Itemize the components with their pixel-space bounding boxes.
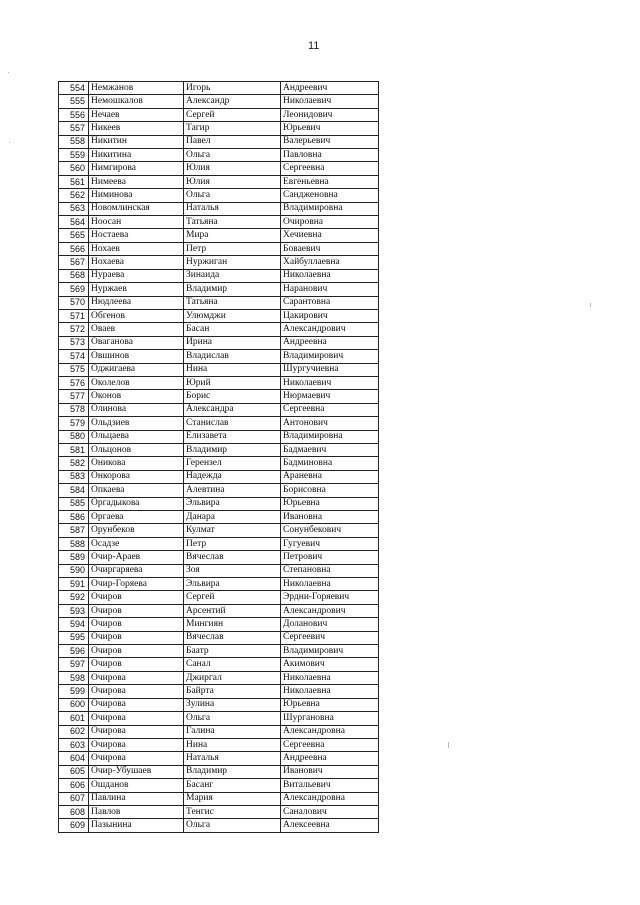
scan-speck — [8, 72, 9, 73]
first-name-cell: Нина — [184, 363, 281, 376]
row-number: 570 — [59, 296, 89, 309]
row-number: 584 — [59, 484, 89, 497]
first-name-cell: Галина — [184, 725, 281, 738]
table-row — [59, 189, 379, 202]
table-row — [59, 149, 379, 162]
row-number: 556 — [59, 108, 89, 121]
row-number: 576 — [59, 376, 89, 389]
surname-cell: Оконов — [89, 390, 184, 403]
table-row — [59, 524, 379, 537]
first-name-cell: Надежда — [184, 470, 281, 483]
table-row — [59, 175, 379, 188]
patronymic-cell: Шургучиевна — [281, 363, 379, 376]
surname-cell: Овшинов — [89, 350, 184, 363]
surname-cell: Нураева — [89, 269, 184, 282]
patronymic-cell: Араневна — [281, 470, 379, 483]
row-number: 587 — [59, 524, 89, 537]
first-name-cell: Ольга — [184, 712, 281, 725]
surname-cell: Олинова — [89, 403, 184, 416]
first-name-cell: Тагир — [184, 122, 281, 135]
table-row — [59, 229, 379, 242]
patronymic-cell: Сергеевич — [281, 631, 379, 644]
row-number: 580 — [59, 430, 89, 443]
surname-cell: Очиров — [89, 658, 184, 671]
first-name-cell: Тенгис — [184, 805, 281, 818]
first-name-cell: Станислав — [184, 417, 281, 430]
table-row — [59, 537, 379, 550]
surname-cell: Очирова — [89, 752, 184, 765]
name-list-body — [59, 82, 379, 833]
row-number: 588 — [59, 537, 89, 550]
page-number: 11 — [308, 40, 320, 52]
row-number: 573 — [59, 336, 89, 349]
surname-cell: Очирова — [89, 671, 184, 684]
surname-cell: Павлина — [89, 792, 184, 805]
first-name-cell: Герензел — [184, 457, 281, 470]
surname-cell: Очир-Убушаев — [89, 765, 184, 778]
row-number: 589 — [59, 551, 89, 564]
surname-cell: Осадзе — [89, 537, 184, 550]
first-name-cell: Улюмджи — [184, 309, 281, 322]
table-row — [59, 497, 379, 510]
row-number: 602 — [59, 725, 89, 738]
row-number: 595 — [59, 631, 89, 644]
surname-cell: Очирова — [89, 685, 184, 698]
table-row — [59, 309, 379, 322]
table-row — [59, 725, 379, 738]
patronymic-cell: Николаевна — [281, 685, 379, 698]
row-number: 557 — [59, 122, 89, 135]
patronymic-cell: Очировна — [281, 216, 379, 229]
patronymic-cell: Иванович — [281, 765, 379, 778]
table-row — [59, 122, 379, 135]
patronymic-cell: Юрьевич — [281, 122, 379, 135]
patronymic-cell: Валерьевич — [281, 135, 379, 148]
table-row — [59, 779, 379, 792]
patronymic-cell: Сергеевна — [281, 162, 379, 175]
surname-cell: Оргадыкова — [89, 497, 184, 510]
first-name-cell: Петр — [184, 242, 281, 255]
patronymic-cell: Эрдни-Горяевич — [281, 591, 379, 604]
table-row — [59, 376, 379, 389]
first-name-cell: Елизавета — [184, 430, 281, 443]
table-row — [59, 82, 379, 95]
surname-cell: Опкаева — [89, 484, 184, 497]
row-number: 578 — [59, 403, 89, 416]
first-name-cell: Басанг — [184, 779, 281, 792]
table-row — [59, 645, 379, 658]
first-name-cell: Кулмат — [184, 524, 281, 537]
first-name-cell: Юрий — [184, 376, 281, 389]
table-row — [59, 430, 379, 443]
surname-cell: Околелов — [89, 376, 184, 389]
table-row — [59, 698, 379, 711]
first-name-cell: Юлия — [184, 175, 281, 188]
patronymic-cell: Николаевна — [281, 671, 379, 684]
patronymic-cell: Павловна — [281, 149, 379, 162]
table-row — [59, 269, 379, 282]
first-name-cell: Петр — [184, 537, 281, 550]
patronymic-cell: Андреевна — [281, 336, 379, 349]
surname-cell: Немошкалов — [89, 95, 184, 108]
table-row — [59, 712, 379, 725]
first-name-cell: Вячеслав — [184, 631, 281, 644]
surname-cell: Новомлинская — [89, 202, 184, 215]
first-name-cell: Павел — [184, 135, 281, 148]
first-name-cell: Нуржиган — [184, 256, 281, 269]
row-number: 561 — [59, 175, 89, 188]
patronymic-cell: Сонунбекович — [281, 524, 379, 537]
table-row — [59, 350, 379, 363]
surname-cell: Очиров — [89, 645, 184, 658]
row-number: 555 — [59, 95, 89, 108]
patronymic-cell: Бадминовна — [281, 457, 379, 470]
row-number: 594 — [59, 618, 89, 631]
table-row — [59, 591, 379, 604]
surname-cell: Нимеева — [89, 175, 184, 188]
table-row — [59, 470, 379, 483]
row-number: 579 — [59, 417, 89, 430]
surname-cell: Никитин — [89, 135, 184, 148]
table-row — [59, 323, 379, 336]
surname-cell: Очиров — [89, 604, 184, 617]
surname-cell: Очиров — [89, 591, 184, 604]
surname-cell: Ольдзиев — [89, 417, 184, 430]
patronymic-cell: Цакирович — [281, 309, 379, 322]
row-number: 554 — [59, 82, 89, 95]
row-number: 609 — [59, 819, 89, 832]
table-row — [59, 296, 379, 309]
first-name-cell: Владимир — [184, 283, 281, 296]
row-number: 601 — [59, 712, 89, 725]
row-number: 564 — [59, 216, 89, 229]
table-row — [59, 819, 379, 832]
surname-cell: Оргаева — [89, 511, 184, 524]
first-name-cell: Александр — [184, 95, 281, 108]
first-name-cell: Наталья — [184, 752, 281, 765]
patronymic-cell: Владимирович — [281, 645, 379, 658]
row-number: 575 — [59, 363, 89, 376]
table-row — [59, 202, 379, 215]
name-list-table — [58, 81, 379, 833]
first-name-cell: Сергей — [184, 591, 281, 604]
table-row — [59, 403, 379, 416]
first-name-cell: Игорь — [184, 82, 281, 95]
patronymic-cell: Хечиевна — [281, 229, 379, 242]
patronymic-cell: Бадмаевич — [281, 443, 379, 456]
surname-cell: Нимгирова — [89, 162, 184, 175]
row-number: 571 — [59, 309, 89, 322]
row-number: 606 — [59, 779, 89, 792]
surname-cell: Никитина — [89, 149, 184, 162]
table-row — [59, 108, 379, 121]
row-number: 569 — [59, 283, 89, 296]
row-number: 608 — [59, 805, 89, 818]
first-name-cell: Владимир — [184, 443, 281, 456]
row-number: 558 — [59, 135, 89, 148]
first-name-cell: Владислав — [184, 350, 281, 363]
row-number: 562 — [59, 189, 89, 202]
surname-cell: Оваев — [89, 323, 184, 336]
table-row — [59, 484, 379, 497]
table-row — [59, 738, 379, 751]
patronymic-cell: Борисовна — [281, 484, 379, 497]
first-name-cell: Зинаида — [184, 269, 281, 282]
table-row — [59, 792, 379, 805]
patronymic-cell: Степановна — [281, 564, 379, 577]
surname-cell: Очирова — [89, 698, 184, 711]
patronymic-cell: Шургановна — [281, 712, 379, 725]
surname-cell: Оджигаева — [89, 363, 184, 376]
table-row — [59, 551, 379, 564]
table-row — [59, 443, 379, 456]
patronymic-cell: Хайбуллаевна — [281, 256, 379, 269]
patronymic-cell: Боваевич — [281, 242, 379, 255]
row-number: 581 — [59, 443, 89, 456]
table-row — [59, 363, 379, 376]
surname-cell: Нуржаев — [89, 283, 184, 296]
row-number: 605 — [59, 765, 89, 778]
table-row — [59, 805, 379, 818]
patronymic-cell: Алексеевна — [281, 819, 379, 832]
surname-cell: Обгенов — [89, 309, 184, 322]
row-number: 577 — [59, 390, 89, 403]
first-name-cell: Алевтина — [184, 484, 281, 497]
table-row — [59, 283, 379, 296]
first-name-cell: Ирина — [184, 336, 281, 349]
surname-cell: Очирова — [89, 712, 184, 725]
surname-cell: Оникова — [89, 457, 184, 470]
table-row — [59, 765, 379, 778]
first-name-cell: Юлия — [184, 162, 281, 175]
row-number: 591 — [59, 578, 89, 591]
table-row — [59, 256, 379, 269]
patronymic-cell: Юрьевна — [281, 698, 379, 711]
first-name-cell: Эльвира — [184, 578, 281, 591]
table-row — [59, 95, 379, 108]
first-name-cell: Арсентий — [184, 604, 281, 617]
table-row — [59, 671, 379, 684]
row-number: 593 — [59, 604, 89, 617]
patronymic-cell: Акимович — [281, 658, 379, 671]
table-row — [59, 511, 379, 524]
patronymic-cell: Нюрмаевич — [281, 390, 379, 403]
patronymic-cell: Николаевна — [281, 578, 379, 591]
surname-cell: Нюдлеева — [89, 296, 184, 309]
table-row — [59, 604, 379, 617]
patronymic-cell: Сергеевна — [281, 403, 379, 416]
patronymic-cell: Андреевич — [281, 82, 379, 95]
surname-cell: Очиров — [89, 618, 184, 631]
surname-cell: Очиргаряева — [89, 564, 184, 577]
row-number: 600 — [59, 698, 89, 711]
patronymic-cell: Сарантовна — [281, 296, 379, 309]
surname-cell: Ностаева — [89, 229, 184, 242]
patronymic-cell: Ивановна — [281, 511, 379, 524]
row-number: 603 — [59, 738, 89, 751]
first-name-cell: Мария — [184, 792, 281, 805]
surname-cell: Онкорова — [89, 470, 184, 483]
first-name-cell: Татьяна — [184, 296, 281, 309]
patronymic-cell: Петрович — [281, 551, 379, 564]
patronymic-cell: Леонидович — [281, 108, 379, 121]
table-row — [59, 216, 379, 229]
surname-cell: Очиров — [89, 631, 184, 644]
row-number: 607 — [59, 792, 89, 805]
row-number: 566 — [59, 242, 89, 255]
row-number: 574 — [59, 350, 89, 363]
scan-speck — [590, 303, 591, 307]
surname-cell: Нечаев — [89, 108, 184, 121]
row-number: 598 — [59, 671, 89, 684]
table-row — [59, 242, 379, 255]
surname-cell: Нохаев — [89, 242, 184, 255]
first-name-cell: Баатр — [184, 645, 281, 658]
first-name-cell: Татьяна — [184, 216, 281, 229]
patronymic-cell: Александрович — [281, 323, 379, 336]
surname-cell: Ольцонов — [89, 443, 184, 456]
table-row — [59, 564, 379, 577]
surname-cell: Ошданов — [89, 779, 184, 792]
first-name-cell: Данара — [184, 511, 281, 524]
first-name-cell: Эльвира — [184, 497, 281, 510]
first-name-cell: Джиргал — [184, 671, 281, 684]
row-number: 599 — [59, 685, 89, 698]
patronymic-cell: Владимировна — [281, 430, 379, 443]
patronymic-cell: Доланович — [281, 618, 379, 631]
row-number: 592 — [59, 591, 89, 604]
surname-cell: Ольцаева — [89, 430, 184, 443]
surname-cell: Очирова — [89, 725, 184, 738]
table-row — [59, 752, 379, 765]
first-name-cell: Мира — [184, 229, 281, 242]
row-number: 565 — [59, 229, 89, 242]
patronymic-cell: Наранович — [281, 283, 379, 296]
row-number: 590 — [59, 564, 89, 577]
patronymic-cell: Юрьевна — [281, 497, 379, 510]
patronymic-cell: Гугуевич — [281, 537, 379, 550]
table-row — [59, 417, 379, 430]
scan-speck — [448, 742, 449, 748]
patronymic-cell: Андреевна — [281, 752, 379, 765]
surname-cell: Ниминова — [89, 189, 184, 202]
surname-cell: Оваганова — [89, 336, 184, 349]
surname-cell: Очирова — [89, 738, 184, 751]
row-number: 586 — [59, 511, 89, 524]
surname-cell: Ноосан — [89, 216, 184, 229]
table-row — [59, 336, 379, 349]
patronymic-cell: Александровна — [281, 725, 379, 738]
patronymic-cell: Витальевич — [281, 779, 379, 792]
patronymic-cell: Сандженовна — [281, 189, 379, 202]
table-row — [59, 162, 379, 175]
table-row — [59, 135, 379, 148]
surname-cell: Павлов — [89, 805, 184, 818]
first-name-cell: Ольга — [184, 819, 281, 832]
row-number: 572 — [59, 323, 89, 336]
first-name-cell: Александра — [184, 403, 281, 416]
first-name-cell: Сергей — [184, 108, 281, 121]
row-number: 568 — [59, 269, 89, 282]
patronymic-cell: Евгеньевна — [281, 175, 379, 188]
first-name-cell: Басан — [184, 323, 281, 336]
first-name-cell: Ольга — [184, 189, 281, 202]
surname-cell: Нохаева — [89, 256, 184, 269]
first-name-cell: Зулина — [184, 698, 281, 711]
row-number: 604 — [59, 752, 89, 765]
surname-cell: Пазынина — [89, 819, 184, 832]
row-number: 596 — [59, 645, 89, 658]
surname-cell: Никеев — [89, 122, 184, 135]
row-number: 560 — [59, 162, 89, 175]
row-number: 597 — [59, 658, 89, 671]
first-name-cell: Нина — [184, 738, 281, 751]
surname-cell: Очир-Араев — [89, 551, 184, 564]
first-name-cell: Зоя — [184, 564, 281, 577]
first-name-cell: Санал — [184, 658, 281, 671]
table-row — [59, 578, 379, 591]
row-number: 559 — [59, 149, 89, 162]
scan-speck — [9, 142, 10, 143]
row-number: 563 — [59, 202, 89, 215]
first-name-cell: Ольга — [184, 149, 281, 162]
row-number: 585 — [59, 497, 89, 510]
table-row — [59, 457, 379, 470]
first-name-cell: Владимир — [184, 765, 281, 778]
patronymic-cell: Владимировна — [281, 202, 379, 215]
surname-cell: Немжанов — [89, 82, 184, 95]
first-name-cell: Мингиян — [184, 618, 281, 631]
patronymic-cell: Николаевич — [281, 376, 379, 389]
table-row — [59, 618, 379, 631]
surname-cell: Орунбеков — [89, 524, 184, 537]
patronymic-cell: Александровна — [281, 792, 379, 805]
table-row — [59, 685, 379, 698]
row-number: 583 — [59, 470, 89, 483]
first-name-cell: Наталья — [184, 202, 281, 215]
patronymic-cell: Антонович — [281, 417, 379, 430]
patronymic-cell: Саналович — [281, 805, 379, 818]
table-row — [59, 390, 379, 403]
row-number: 582 — [59, 457, 89, 470]
row-number: 567 — [59, 256, 89, 269]
table-row — [59, 658, 379, 671]
patronymic-cell: Александрович — [281, 604, 379, 617]
patronymic-cell: Сергеевна — [281, 738, 379, 751]
first-name-cell: Байрта — [184, 685, 281, 698]
patronymic-cell: Владимирович — [281, 350, 379, 363]
patronymic-cell: Николаевич — [281, 95, 379, 108]
first-name-cell: Борис — [184, 390, 281, 403]
first-name-cell: Вячеслав — [184, 551, 281, 564]
surname-cell: Очир-Горяева — [89, 578, 184, 591]
table-row — [59, 631, 379, 644]
patronymic-cell: Николаевна — [281, 269, 379, 282]
